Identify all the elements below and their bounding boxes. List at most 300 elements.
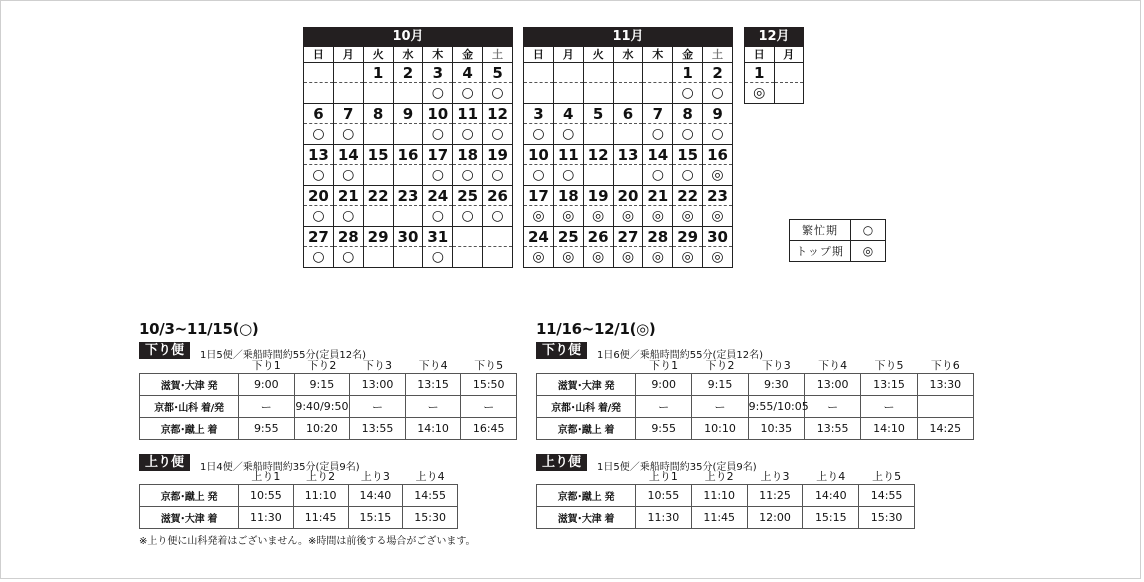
time-cell: 11:45 bbox=[293, 507, 348, 529]
trip-header-row bbox=[537, 358, 974, 374]
date-cell: 19 bbox=[583, 186, 613, 206]
time-cell: 13:55 bbox=[804, 418, 860, 440]
date-cell: 29 bbox=[673, 227, 703, 247]
trip-header: 下り2 bbox=[692, 358, 748, 374]
season-mark: ○ bbox=[304, 124, 334, 145]
season-mark: ○ bbox=[453, 124, 483, 145]
weekday-row bbox=[304, 47, 513, 63]
weekday-label: 土 bbox=[703, 47, 733, 63]
time-cell: 12:00 bbox=[747, 507, 803, 529]
calendar-october bbox=[303, 27, 513, 268]
station-label: 滋賀･大津 発 bbox=[537, 374, 636, 396]
date-cell: 19 bbox=[483, 145, 513, 165]
season-mark: ○ bbox=[524, 124, 554, 145]
date-row bbox=[304, 104, 513, 124]
weekday-label: 金 bbox=[453, 47, 483, 63]
weekday-label: 日 bbox=[304, 47, 334, 63]
date-cell: 18 bbox=[553, 186, 583, 206]
time-cell: 14:40 bbox=[803, 485, 859, 507]
station-label: 京都･蹴上 着 bbox=[140, 418, 239, 440]
trip-header: 下り3 bbox=[350, 358, 406, 374]
time-cell: 14:10 bbox=[405, 418, 461, 440]
date-cell: 17 bbox=[524, 186, 554, 206]
trip-header: 上り4 bbox=[403, 469, 458, 485]
mark-row bbox=[524, 206, 733, 227]
season-mark: ○ bbox=[453, 206, 483, 227]
trip-header: 上り5 bbox=[859, 469, 915, 485]
time-cell: 10:35 bbox=[748, 418, 804, 440]
time-cell: 10:55 bbox=[239, 485, 294, 507]
date-cell: 16 bbox=[703, 145, 733, 165]
time-cell: 9:00 bbox=[636, 374, 692, 396]
station-label: 京都･蹴上 着 bbox=[537, 418, 636, 440]
date-cell: 24 bbox=[423, 186, 453, 206]
trip-header: 上り2 bbox=[293, 469, 348, 485]
mark-row bbox=[304, 247, 513, 268]
weekday-row bbox=[524, 47, 733, 63]
trip-header: 上り3 bbox=[348, 469, 403, 485]
trip-header: 下り6 bbox=[917, 358, 973, 374]
time-cell: 11:30 bbox=[239, 507, 294, 529]
mark-row bbox=[524, 165, 733, 186]
station-row bbox=[537, 507, 915, 529]
season-mark bbox=[393, 206, 423, 227]
season-mark: ○ bbox=[553, 165, 583, 186]
date-cell: 18 bbox=[453, 145, 483, 165]
season-mark: ○ bbox=[483, 165, 513, 186]
header-spacer bbox=[140, 469, 239, 485]
date-cell: 9 bbox=[393, 104, 423, 124]
time-cell: 13:00 bbox=[804, 374, 860, 396]
season-mark: ○ bbox=[304, 165, 334, 186]
up-note: 1日5便／乗船時間約35分(定員9名) bbox=[597, 462, 757, 473]
station-row bbox=[537, 374, 974, 396]
date-cell bbox=[553, 63, 583, 83]
season-mark: ○ bbox=[483, 83, 513, 104]
mark-row bbox=[304, 165, 513, 186]
season-mark: ○ bbox=[423, 165, 453, 186]
time-cell: 9:55 bbox=[636, 418, 692, 440]
date-cell: 8 bbox=[363, 104, 393, 124]
station-label: 滋賀･大津 着 bbox=[140, 507, 239, 529]
season-mark: ○ bbox=[333, 165, 363, 186]
date-row bbox=[304, 63, 513, 83]
season-mark: ○ bbox=[673, 124, 703, 145]
weekday-label: 水 bbox=[393, 47, 423, 63]
month-header-row bbox=[745, 28, 804, 47]
date-cell: 28 bbox=[333, 227, 363, 247]
trip-header-row bbox=[140, 469, 458, 485]
legend-row-top bbox=[790, 241, 886, 262]
date-cell: 9 bbox=[703, 104, 733, 124]
trip-header: 上り3 bbox=[747, 469, 803, 485]
season-mark: ○ bbox=[304, 206, 334, 227]
weekday-label: 月 bbox=[774, 47, 804, 63]
date-cell: 3 bbox=[423, 63, 453, 83]
season-mark bbox=[613, 124, 643, 145]
legend-label: トップ期 bbox=[790, 241, 851, 262]
season-mark bbox=[393, 124, 423, 145]
time-cell: 9:30 bbox=[748, 374, 804, 396]
down-note: 1日5便／乗船時間約55分(定員12名) bbox=[200, 350, 366, 361]
mark-row bbox=[304, 206, 513, 227]
down-timetable bbox=[139, 358, 517, 440]
date-cell: 21 bbox=[333, 186, 363, 206]
up-badge: 上り便 bbox=[139, 454, 190, 471]
date-cell: 12 bbox=[583, 145, 613, 165]
date-row bbox=[304, 227, 513, 247]
weekday-label: 木 bbox=[423, 47, 453, 63]
trip-header: 上り2 bbox=[691, 469, 747, 485]
time-cell: 11:30 bbox=[636, 507, 692, 529]
date-cell: 12 bbox=[483, 104, 513, 124]
season-mark: ○ bbox=[304, 247, 334, 268]
time-cell: 11:25 bbox=[747, 485, 803, 507]
date-cell: 10 bbox=[423, 104, 453, 124]
station-row bbox=[140, 418, 517, 440]
down-badge: 下り便 bbox=[139, 342, 190, 359]
date-cell: 11 bbox=[453, 104, 483, 124]
time-cell: 13:15 bbox=[861, 374, 917, 396]
season-mark: ◎ bbox=[673, 247, 703, 268]
date-row bbox=[745, 63, 804, 83]
season-mark: ◎ bbox=[745, 83, 775, 104]
month-header-row bbox=[524, 28, 733, 47]
trip-header: 下り3 bbox=[748, 358, 804, 374]
time-cell: 9:40/9:50 bbox=[294, 396, 350, 418]
season-mark bbox=[613, 165, 643, 186]
date-cell bbox=[613, 63, 643, 83]
season-mark: ◎ bbox=[553, 247, 583, 268]
time-cell: 11:10 bbox=[691, 485, 747, 507]
weekday-label: 金 bbox=[673, 47, 703, 63]
trip-header: 下り4 bbox=[804, 358, 860, 374]
date-cell: 29 bbox=[363, 227, 393, 247]
date-cell: 7 bbox=[643, 104, 673, 124]
date-cell: 26 bbox=[583, 227, 613, 247]
date-cell: 25 bbox=[453, 186, 483, 206]
season-mark: ○ bbox=[333, 247, 363, 268]
date-cell: 14 bbox=[643, 145, 673, 165]
time-cell: 14:40 bbox=[348, 485, 403, 507]
season-mark: ○ bbox=[423, 83, 453, 104]
weekday-label: 日 bbox=[745, 47, 775, 63]
weekday-label: 土 bbox=[483, 47, 513, 63]
season-mark bbox=[363, 206, 393, 227]
mark-row bbox=[745, 83, 804, 104]
trip-header: 下り5 bbox=[861, 358, 917, 374]
time-cell: 15:30 bbox=[403, 507, 458, 529]
time-cell: 13:55 bbox=[350, 418, 406, 440]
legend-symbol: ○ bbox=[851, 220, 886, 241]
trip-header: 下り4 bbox=[405, 358, 461, 374]
weekday-label: 月 bbox=[333, 47, 363, 63]
time-cell: 9:55/10:05 bbox=[748, 396, 804, 418]
time-cell: ー bbox=[861, 396, 917, 418]
date-cell: 6 bbox=[304, 104, 334, 124]
time-cell: 9:15 bbox=[692, 374, 748, 396]
weekday-label: 水 bbox=[613, 47, 643, 63]
time-cell: 14:10 bbox=[861, 418, 917, 440]
season-mark: ○ bbox=[673, 165, 703, 186]
mark-row bbox=[304, 124, 513, 145]
date-cell: 27 bbox=[304, 227, 334, 247]
season-mark bbox=[333, 83, 363, 104]
station-row bbox=[140, 374, 517, 396]
season-mark bbox=[363, 247, 393, 268]
date-cell: 24 bbox=[524, 227, 554, 247]
weekday-label: 日 bbox=[524, 47, 554, 63]
date-cell: 7 bbox=[333, 104, 363, 124]
station-row bbox=[140, 507, 458, 529]
season-mark: ◎ bbox=[553, 206, 583, 227]
date-cell: 21 bbox=[643, 186, 673, 206]
date-cell: 1 bbox=[673, 63, 703, 83]
trip-header: 上り1 bbox=[636, 469, 692, 485]
header-spacer bbox=[140, 358, 239, 374]
trip-header: 下り1 bbox=[239, 358, 295, 374]
season-mark bbox=[524, 83, 554, 104]
date-cell: 4 bbox=[453, 63, 483, 83]
date-cell: 11 bbox=[553, 145, 583, 165]
station-label: 京都･蹴上 発 bbox=[140, 485, 239, 507]
season-mark bbox=[553, 83, 583, 104]
season-mark: ○ bbox=[703, 83, 733, 104]
season-mark bbox=[393, 83, 423, 104]
time-cell: 15:15 bbox=[348, 507, 403, 529]
station-label: 京都･蹴上 発 bbox=[537, 485, 636, 507]
time-cell: ー bbox=[692, 396, 748, 418]
season-mark: ○ bbox=[423, 206, 453, 227]
date-cell bbox=[483, 227, 513, 247]
time-cell: 14:55 bbox=[859, 485, 915, 507]
time-cell: 14:55 bbox=[403, 485, 458, 507]
time-cell: 9:55 bbox=[239, 418, 295, 440]
trip-header: 下り1 bbox=[636, 358, 692, 374]
time-cell: 13:30 bbox=[917, 374, 973, 396]
date-cell bbox=[453, 227, 483, 247]
season-mark bbox=[363, 165, 393, 186]
date-cell: 2 bbox=[703, 63, 733, 83]
season-mark: ○ bbox=[483, 206, 513, 227]
season-mark bbox=[453, 247, 483, 268]
month-title: 10月 bbox=[304, 28, 513, 47]
time-cell: 9:00 bbox=[239, 374, 295, 396]
date-cell: 2 bbox=[393, 63, 423, 83]
up-note: 1日4便／乗船時間約35分(定員9名) bbox=[200, 462, 360, 473]
season-mark bbox=[363, 124, 393, 145]
date-cell: 26 bbox=[483, 186, 513, 206]
calendar-november bbox=[523, 27, 733, 268]
date-row bbox=[524, 227, 733, 247]
station-label: 滋賀･大津 発 bbox=[140, 374, 239, 396]
season-mark: ◎ bbox=[524, 206, 554, 227]
date-row bbox=[524, 186, 733, 206]
footnote: ※上り便に山科発着はございません。※時間は前後する場合がございます。 bbox=[139, 536, 476, 547]
station-label: 京都･山科 着/発 bbox=[537, 396, 636, 418]
date-cell: 20 bbox=[613, 186, 643, 206]
date-row bbox=[524, 63, 733, 83]
up-badge: 上り便 bbox=[536, 454, 587, 471]
time-cell: ー bbox=[405, 396, 461, 418]
season-mark bbox=[363, 83, 393, 104]
time-cell: 9:15 bbox=[294, 374, 350, 396]
season-mark: ○ bbox=[453, 83, 483, 104]
date-cell: 6 bbox=[613, 104, 643, 124]
date-row bbox=[304, 145, 513, 165]
trip-header: 下り2 bbox=[294, 358, 350, 374]
trip-header: 下り5 bbox=[461, 358, 517, 374]
month-header-row bbox=[304, 28, 513, 47]
season-mark bbox=[304, 83, 334, 104]
season-mark: ○ bbox=[524, 165, 554, 186]
date-cell: 3 bbox=[524, 104, 554, 124]
station-label: 京都･山科 着/発 bbox=[140, 396, 239, 418]
up-timetable bbox=[139, 469, 458, 529]
up-timetable bbox=[536, 469, 915, 529]
date-cell bbox=[333, 63, 363, 83]
season-mark: ◎ bbox=[524, 247, 554, 268]
season-mark bbox=[483, 247, 513, 268]
season-mark: ◎ bbox=[613, 206, 643, 227]
time-cell: ー bbox=[461, 396, 517, 418]
date-cell: 30 bbox=[703, 227, 733, 247]
season-mark: ◎ bbox=[613, 247, 643, 268]
season-mark: ◎ bbox=[703, 247, 733, 268]
date-cell: 15 bbox=[673, 145, 703, 165]
legend-symbol: ◎ bbox=[851, 241, 886, 262]
date-cell bbox=[774, 63, 804, 83]
time-cell: 16:45 bbox=[461, 418, 517, 440]
date-cell: 4 bbox=[553, 104, 583, 124]
date-cell: 28 bbox=[643, 227, 673, 247]
season-mark: ◎ bbox=[583, 206, 613, 227]
season-mark: ◎ bbox=[703, 165, 733, 186]
legend-label: 繁忙期 bbox=[790, 220, 851, 241]
season-mark: ○ bbox=[333, 124, 363, 145]
season-mark: ○ bbox=[643, 124, 673, 145]
season-mark bbox=[583, 165, 613, 186]
station-row bbox=[537, 418, 974, 440]
date-cell bbox=[524, 63, 554, 83]
season-mark: ○ bbox=[673, 83, 703, 104]
season-mark: ◎ bbox=[703, 206, 733, 227]
date-cell: 23 bbox=[393, 186, 423, 206]
mark-row bbox=[524, 247, 733, 268]
weekday-label: 月 bbox=[553, 47, 583, 63]
time-cell: ー bbox=[636, 396, 692, 418]
season-mark bbox=[643, 83, 673, 104]
season-mark: ◎ bbox=[673, 206, 703, 227]
legend bbox=[789, 219, 886, 262]
mark-row bbox=[524, 83, 733, 104]
season-mark bbox=[613, 83, 643, 104]
season-mark: ○ bbox=[333, 206, 363, 227]
season-mark bbox=[583, 83, 613, 104]
date-cell: 1 bbox=[745, 63, 775, 83]
date-cell: 20 bbox=[304, 186, 334, 206]
date-row bbox=[524, 145, 733, 165]
date-cell: 15 bbox=[363, 145, 393, 165]
header-spacer bbox=[537, 358, 636, 374]
season-mark: ○ bbox=[553, 124, 583, 145]
season-mark: ◎ bbox=[583, 247, 613, 268]
month-title: 11月 bbox=[524, 28, 733, 47]
station-label: 滋賀･大津 着 bbox=[537, 507, 636, 529]
period-title: 11/16~12/1(◎) bbox=[536, 320, 656, 338]
season-mark: ◎ bbox=[643, 247, 673, 268]
season-mark: ○ bbox=[423, 247, 453, 268]
station-row bbox=[140, 396, 517, 418]
season-mark: ○ bbox=[423, 124, 453, 145]
weekday-label: 火 bbox=[363, 47, 393, 63]
season-mark bbox=[583, 124, 613, 145]
station-row bbox=[537, 485, 915, 507]
mark-row bbox=[304, 83, 513, 104]
time-cell: ー bbox=[239, 396, 295, 418]
time-cell: 10:20 bbox=[294, 418, 350, 440]
date-cell: 16 bbox=[393, 145, 423, 165]
trip-header: 上り4 bbox=[803, 469, 859, 485]
station-row bbox=[140, 485, 458, 507]
date-cell bbox=[304, 63, 334, 83]
trip-header: 上り1 bbox=[239, 469, 294, 485]
date-row bbox=[524, 104, 733, 124]
down-note: 1日6便／乗船時間約55分(定員12名) bbox=[597, 350, 763, 361]
time-cell: 11:45 bbox=[691, 507, 747, 529]
date-cell: 23 bbox=[703, 186, 733, 206]
time-cell: 15:50 bbox=[461, 374, 517, 396]
calendar-december bbox=[744, 27, 804, 104]
date-cell: 22 bbox=[363, 186, 393, 206]
date-cell: 10 bbox=[524, 145, 554, 165]
date-cell: 25 bbox=[553, 227, 583, 247]
date-cell: 27 bbox=[613, 227, 643, 247]
header-spacer bbox=[537, 469, 636, 485]
season-mark bbox=[774, 83, 804, 104]
date-cell: 13 bbox=[613, 145, 643, 165]
down-timetable bbox=[536, 358, 974, 440]
weekday-row bbox=[745, 47, 804, 63]
date-cell: 5 bbox=[483, 63, 513, 83]
trip-header-row bbox=[140, 358, 517, 374]
time-cell: 15:15 bbox=[803, 507, 859, 529]
season-mark: ◎ bbox=[643, 206, 673, 227]
time-cell: 15:30 bbox=[859, 507, 915, 529]
date-cell: 14 bbox=[333, 145, 363, 165]
date-cell bbox=[583, 63, 613, 83]
period-title: 10/3~11/15(○) bbox=[139, 320, 259, 338]
date-row bbox=[304, 186, 513, 206]
season-mark: ○ bbox=[483, 124, 513, 145]
season-mark: ○ bbox=[453, 165, 483, 186]
time-cell: 13:00 bbox=[350, 374, 406, 396]
date-cell: 22 bbox=[673, 186, 703, 206]
weekday-label: 木 bbox=[643, 47, 673, 63]
down-badge: 下り便 bbox=[536, 342, 587, 359]
date-cell: 1 bbox=[363, 63, 393, 83]
mark-row bbox=[524, 124, 733, 145]
date-cell: 30 bbox=[393, 227, 423, 247]
date-cell: 5 bbox=[583, 104, 613, 124]
time-cell: ー bbox=[804, 396, 860, 418]
time-cell: 10:10 bbox=[692, 418, 748, 440]
time-cell: 10:55 bbox=[636, 485, 692, 507]
date-cell: 13 bbox=[304, 145, 334, 165]
time-cell: 13:15 bbox=[405, 374, 461, 396]
time-cell: ー bbox=[350, 396, 406, 418]
date-cell bbox=[643, 63, 673, 83]
